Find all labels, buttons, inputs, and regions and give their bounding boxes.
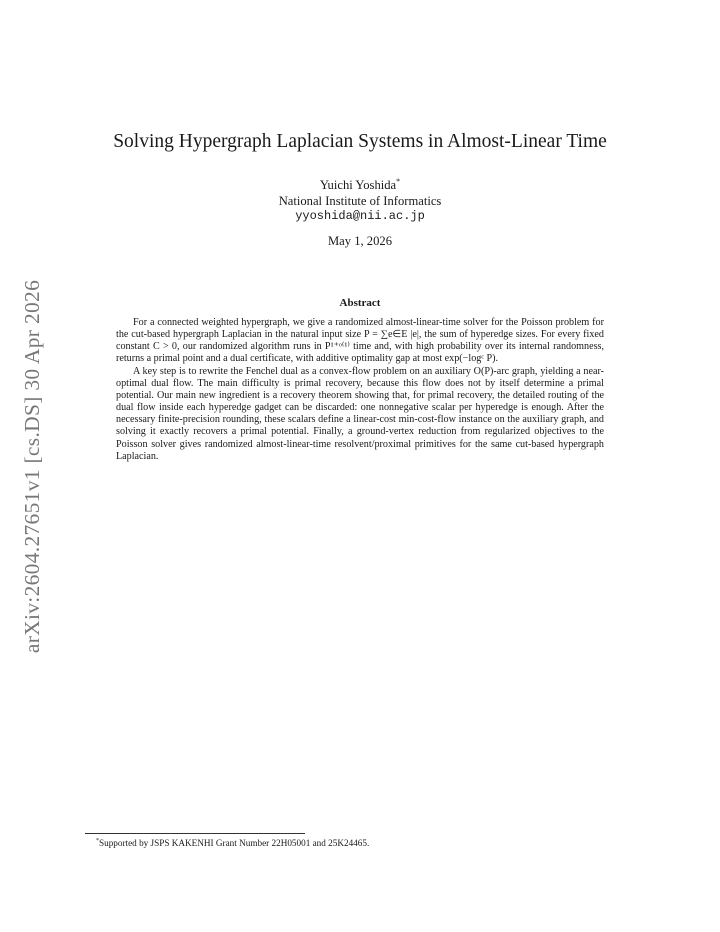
arxiv-identifier-text: arXiv:2604.27651v1 [cs.DS] 30 Apr 2026: [20, 279, 45, 653]
abstract-paragraph-2: A key step is to rewrite the Fenchel dual as a convex-flow problem on an auxiliary O(P)-arc graph, yielding a near-optimal dual flow. The main difficulty is primal recovery, because this flow does not by itself determine a primal potential. Our main new ingredient is a recovery theorem showing that, for primal recovery, the detailed routing of the dual flow inside each hyperedge gadget can be discarded: one nonnegative scalar per hyperedge is enough. After the necessary finite-precision rounding, these scalars define a linear-cost min-cost-flow instance on the auxiliary graph, and solving it exactly recovers a primal potential. Finally, a ground-vertex reduction from regularized objectives to the Poisson solver gives randomized almost-linear-time resolvent/proximal primitives for the same cut-based hypergraph Laplacian.: [116, 365, 604, 462]
arxiv-identifier-stamp: [14, 260, 52, 672]
abstract-section: [116, 297, 604, 463]
author-email: yyoshida@nii.ac.jp: [295, 209, 425, 224]
abstract-paragraph-1: For a connected weighted hypergraph, we give a randomized almost-linear-time solver for the Poisson problem for the cut-based hypergraph Laplacian in the natural input size P = ∑e∈E |e|, the sum of hyperedge sizes. For every fixed constant C > 0, our randomized algorithm runs in P¹⁺ᵒ⁽¹⁾ time and, with high probability over its internal randomness, returns a primal point and a dual certificate, with additive optimality gap at most exp(−logᶜ P).: [116, 317, 604, 365]
paper-title: Solving Hypergraph Laplacian Systems in Almost-Linear Time: [113, 131, 607, 152]
author-block: [0, 174, 720, 225]
footnote-divider: [85, 833, 305, 834]
abstract-heading: Abstract: [339, 297, 381, 309]
paper-date: May 1, 2026: [327, 234, 392, 248]
author-footnote-mark: *: [396, 177, 401, 186]
author-affiliation: National Institute of Informatics: [278, 193, 442, 208]
footnote-mark: *: [96, 838, 99, 844]
footnote-text: Supported by JSPS KAKENHI Grant Number 22H05001 and 25K24465.: [99, 838, 370, 849]
author-name-line: [0, 174, 720, 194]
author-name: Yuichi Yoshida: [319, 178, 397, 193]
footnote: [96, 838, 369, 848]
